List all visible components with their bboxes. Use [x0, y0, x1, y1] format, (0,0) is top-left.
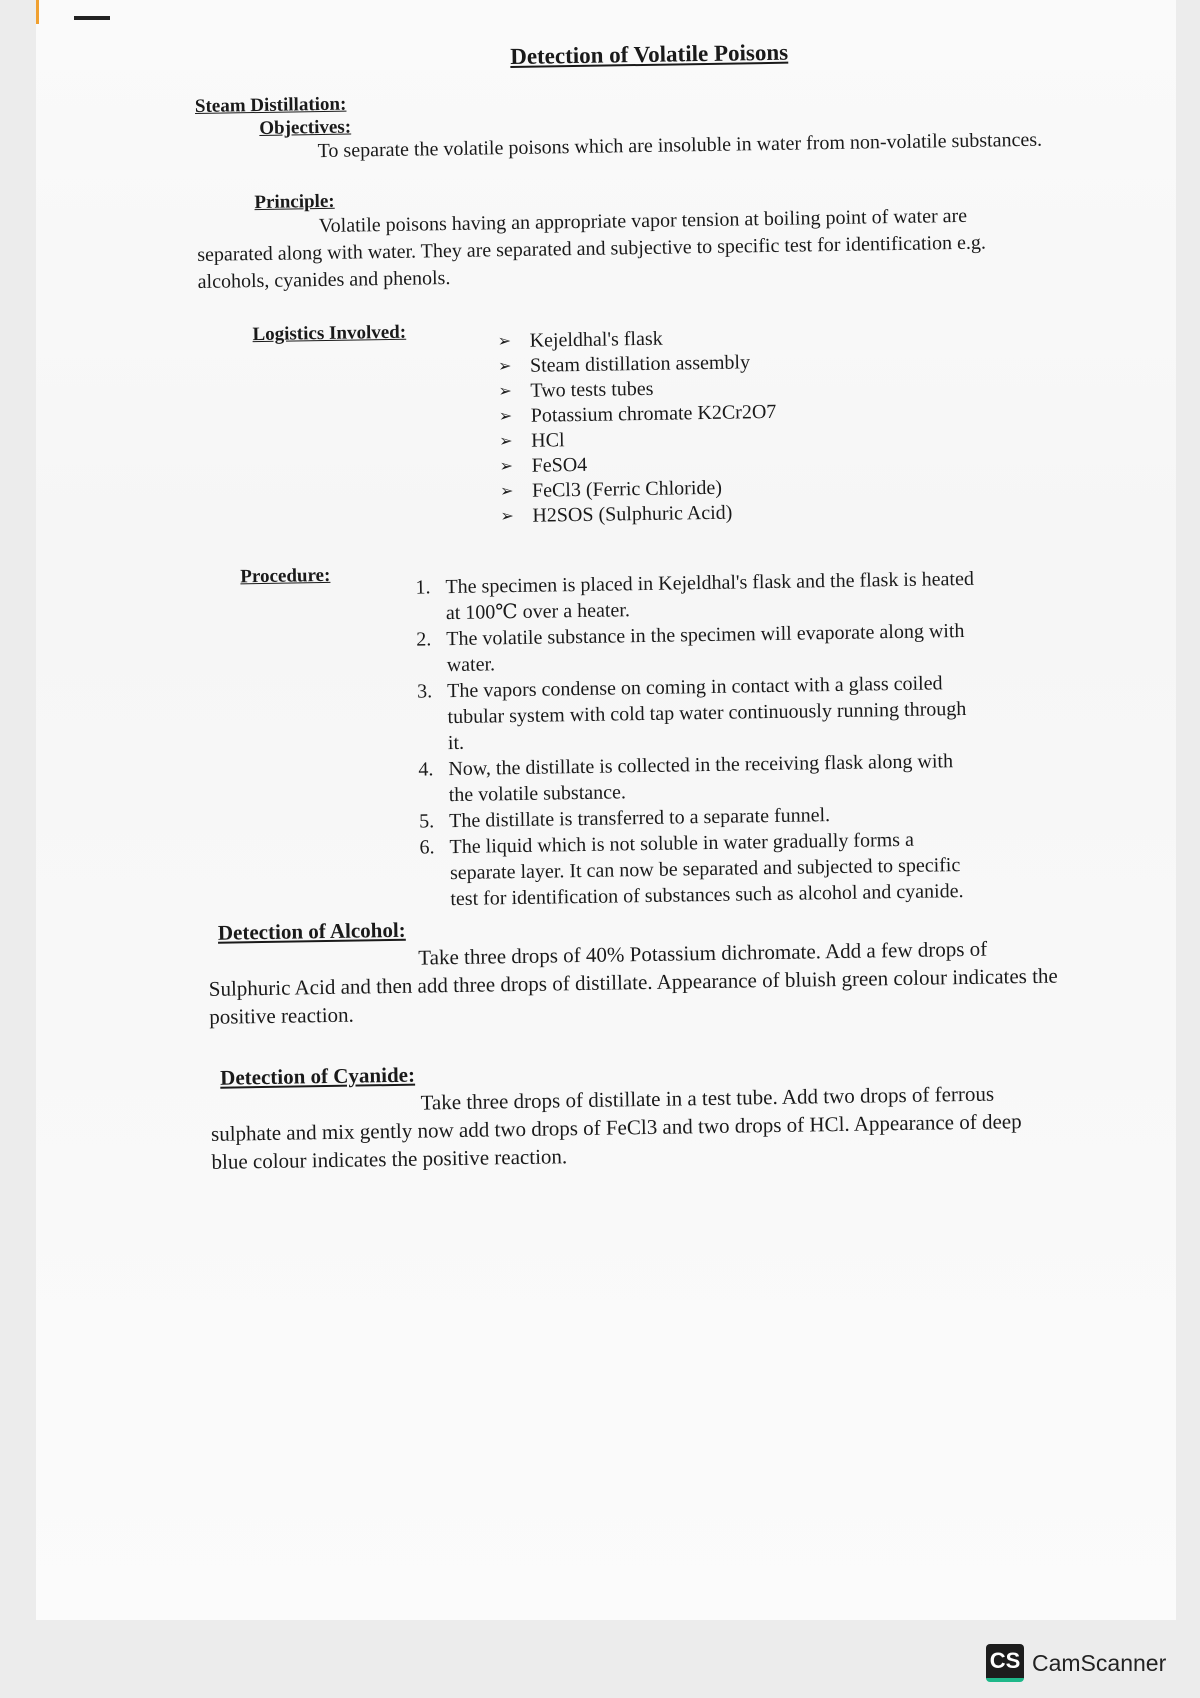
arrow-bullet-icon: ➢ — [498, 408, 513, 426]
page-edge-mark — [36, 0, 39, 24]
procedure-step: 2. The volatile substance in the specimen will evaporate along with water. — [416, 619, 965, 677]
list-item: ➢ H2SOS (Sulphuric Acid) — [500, 500, 778, 529]
alcohol-text: Take three drops of 40% Potassium dichromate. Add a few drops of Sulphuric Acid and then add three drops of distillate. Appearance of bluish green colour indicates the positive reaction. — [208, 936, 1058, 1029]
logistics-heading: Logistics Involved: — [252, 321, 407, 346]
principle-heading: Principle: — [254, 190, 335, 214]
procedure-step: 4. Now, the distillate is collected in the receiving flask along with the volatile substance. — [418, 750, 954, 807]
arrow-bullet-icon: ➢ — [499, 483, 514, 501]
arrow-bullet-icon: ➢ — [499, 458, 514, 476]
procedure-step: 5. The distillate is transferred to a separate funnel. — [419, 804, 831, 833]
procedure-list — [415, 566, 980, 913]
objectives-heading: Objectives: — [259, 116, 352, 139]
list-item: ➢ Steam distillation assembly — [498, 350, 776, 379]
procedure-step: 1. The specimen is placed in Kejeldhal's flask and the flask is heated at 100℃ over a heater. — [415, 567, 975, 625]
camscanner-logo-icon: CS — [986, 1644, 1024, 1682]
list-item: ➢ FeSO4 — [499, 450, 777, 479]
procedure-step: 3. The vapors condense on coming in contact with a glass coiled tubular system with cold tap water continuously running through it. — [416, 672, 967, 755]
list-item: ➢ FeCl3 (Ferric Chloride) — [500, 475, 778, 504]
page-title: Detection of Volatile Poisons — [510, 39, 789, 70]
arrow-bullet-icon: ➢ — [500, 508, 514, 526]
procedure-step: 6. The liquid which is not soluble in water gradually forms a separate layer. It can now be separated and subjected to specific test for identification of substances such as alcohol and cyanide. — [419, 828, 964, 911]
procedure-heading: Procedure: — [240, 564, 331, 588]
arrow-bullet-icon: ➢ — [498, 383, 512, 401]
list-item: ➢ Kejeldhal's flask — [497, 325, 775, 354]
procedure-section — [202, 551, 1057, 916]
cyanide-text: Take three drops of distillate in a test tube. Add two drops of ferrous sulphate and mix gently now add two drops of FeCl3 and two drops of HCl. Appearance of deep blue colour indicates the positive reaction. — [210, 1081, 1022, 1174]
camscanner-watermark — [986, 1644, 1166, 1682]
list-item: ➢ HCl — [499, 425, 777, 454]
arrow-bullet-icon: ➢ — [497, 358, 512, 376]
document-body — [194, 35, 1062, 1176]
cyanide-heading: Detection of Cyanide: — [219, 1062, 416, 1090]
camscanner-label: CamScanner — [1032, 1649, 1167, 1676]
principle-text: Volatile poisons having an appropriate vapor tension at boiling point of water are separated along with water. They are separated and subjective to specific test for identification e.g. alcohols, cyanides and phenols. — [197, 204, 987, 293]
logistics-section — [198, 309, 1051, 534]
objectives-text: To separate the volatile poisons which are insoluble in water from non-volatile substances. — [317, 128, 1043, 163]
list-item: ➢ Two tests tubes — [498, 375, 776, 404]
scanned-page — [36, 0, 1176, 1620]
arrow-bullet-icon: ➢ — [497, 333, 512, 351]
logistics-list — [497, 325, 778, 529]
steam-distillation-heading: Steam Distillation: — [194, 93, 347, 117]
alcohol-heading: Detection of Alcohol: — [217, 917, 406, 945]
arrow-bullet-icon: ➢ — [499, 433, 513, 451]
pen-mark — [74, 16, 110, 20]
list-item: ➢ Potassium chromate K2Cr2O7 — [499, 400, 777, 429]
